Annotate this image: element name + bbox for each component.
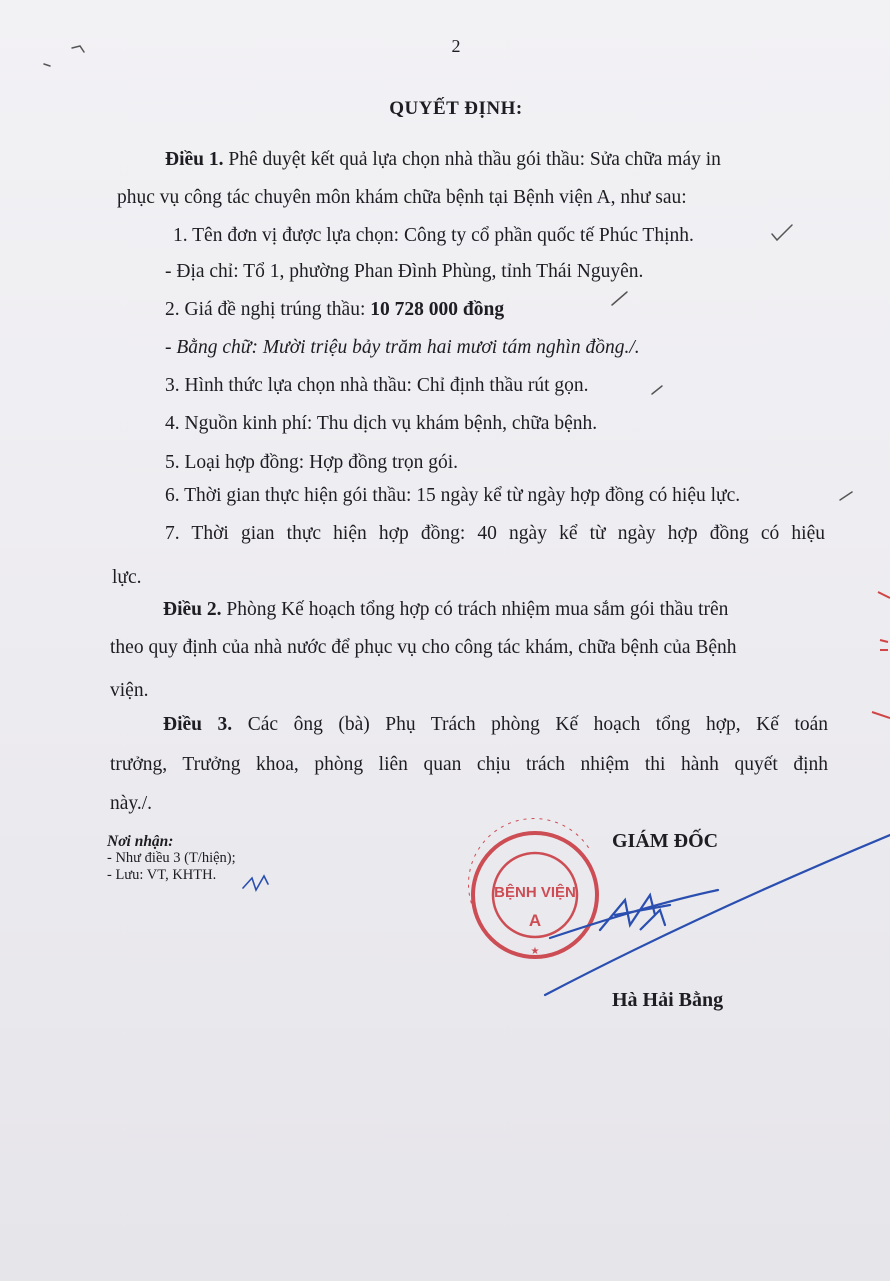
article3-label: Điều 3. bbox=[163, 714, 233, 735]
initials-mark bbox=[243, 876, 268, 890]
signature-name: Hà Hải Bằng bbox=[612, 989, 724, 1011]
check-mark-icon bbox=[840, 492, 852, 500]
recipients-heading: Nơi nhận: bbox=[107, 833, 174, 850]
article3-text: Các ông (bà) Phụ Trách phòng Kế hoạch tổng hợp, Kế toán bbox=[247, 714, 829, 735]
article1-label: Điều 1. bbox=[165, 149, 224, 170]
stamp-star: ★ bbox=[530, 946, 540, 957]
scribble-mark bbox=[44, 46, 84, 66]
article1-text: Phê duyệt kết quả lựa chọn nhà thầu gói thầu: Sửa chữa máy in bbox=[228, 149, 721, 170]
item-address: - Địa chỉ: Tổ 1, phường Phan Đình Phùng, tỉnh Thái Nguyên. bbox=[165, 261, 644, 282]
recipient-item: - Như điều 3 (T/hiện); bbox=[107, 850, 236, 866]
price-value: 10 728 000 đồng bbox=[370, 299, 505, 320]
item-funding: 4. Nguồn kinh phí: Thu dịch vụ khám bệnh, chữa bệnh. bbox=[165, 413, 598, 434]
item-contract-time-2: lực. bbox=[112, 567, 142, 588]
item-package-time: 6. Thời gian thực hiện gói thầu: 15 ngày kể từ ngày hợp đồng có hiệu lực. bbox=[165, 485, 741, 506]
check-mark-icon bbox=[612, 292, 627, 305]
stamp-center-text: BỆNH VIỆN bbox=[494, 884, 576, 901]
item-contract-type: 5. Loại hợp đồng: Hợp đồng trọn gói. bbox=[165, 452, 459, 473]
article2-label: Điều 2. bbox=[163, 599, 222, 620]
item-method: 3. Hình thức lựa chọn nhà thầu: Chỉ định thầu rút gọn. bbox=[165, 375, 589, 396]
signature-title: GIÁM ĐỐC bbox=[612, 830, 719, 852]
item-contract-time-1: 7. Thời gian thực hiện hợp đồng: 40 ngày kể từ ngày hợp đồng có hiệu bbox=[165, 523, 825, 544]
decision-title: QUYẾT ĐỊNH: bbox=[389, 98, 523, 119]
stamp-sub-text: A bbox=[528, 911, 542, 930]
article3-line2: trưởng, Trưởng khoa, phòng liên quan chịu trách nhiệm thi hành quyết định bbox=[110, 754, 828, 775]
article2-text: Phòng Kế hoạch tổng hợp có trách nhiệm mua sắm gói thầu trên bbox=[226, 599, 729, 620]
check-mark-icon bbox=[772, 225, 792, 240]
margin-ticks bbox=[44, 46, 852, 500]
article2-line2: theo quy định của nhà nước để phục vụ cho công tác khám, chữa bệnh của Bệnh bbox=[110, 637, 737, 658]
recipient-item: - Lưu: VT, KHTH. bbox=[107, 867, 217, 883]
article3-line3: này./. bbox=[110, 793, 153, 814]
check-mark-icon bbox=[652, 386, 662, 394]
article1-line2: phục vụ công tác chuyên môn khám chữa bệnh tại Bệnh viện A, như sau: bbox=[117, 187, 687, 208]
article2-line3: viện. bbox=[110, 680, 149, 701]
official-stamp bbox=[469, 819, 597, 957]
item-price-words: - Bằng chữ: Mười triệu bảy trăm hai mươi tám nghìn đồng./. bbox=[165, 337, 640, 358]
edge-stamp-bleed bbox=[872, 592, 890, 718]
price-label: 2. Giá đề nghị trúng thầu: bbox=[165, 299, 371, 320]
signature-strokes bbox=[545, 835, 890, 995]
item-contractor: 1. Tên đơn vị được lựa chọn: Công ty cổ phần quốc tế Phúc Thịnh. bbox=[173, 225, 694, 246]
page-number: 2 bbox=[451, 36, 461, 56]
